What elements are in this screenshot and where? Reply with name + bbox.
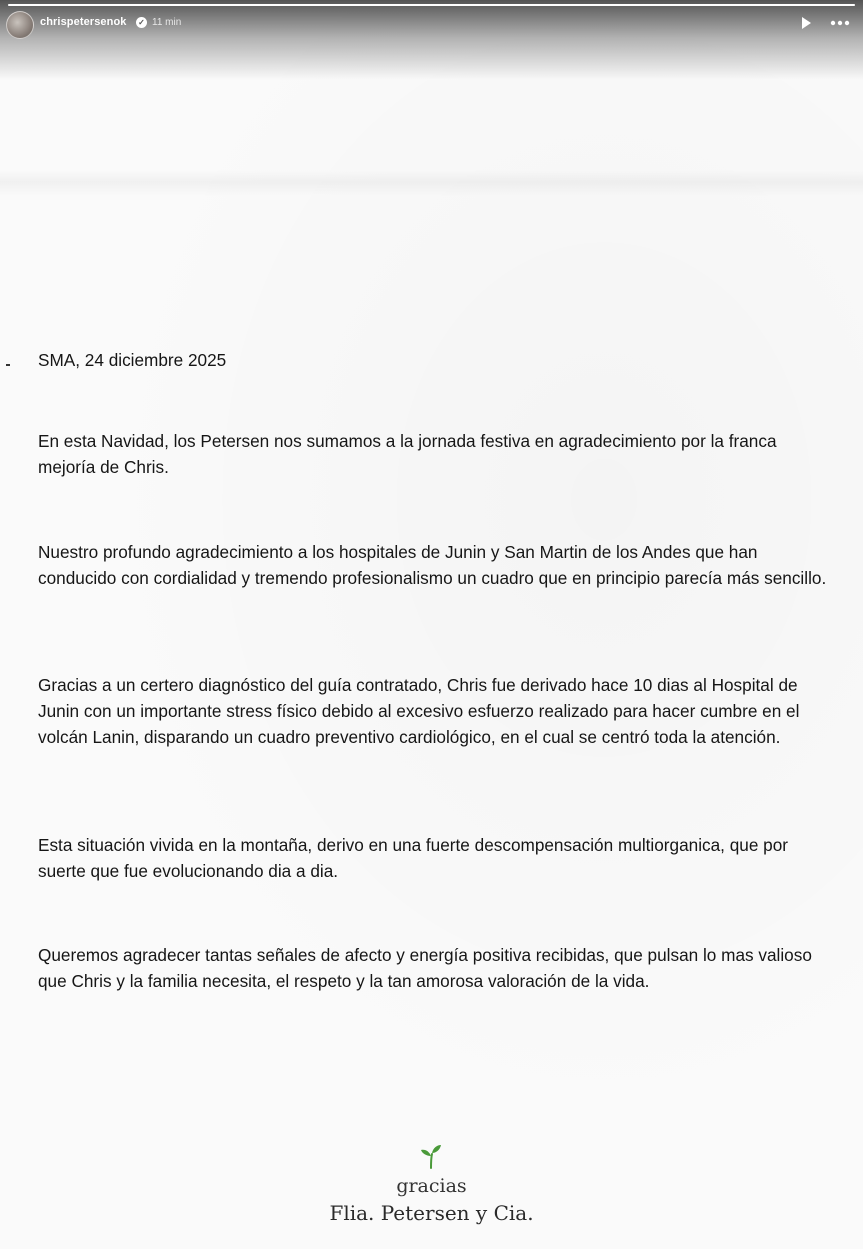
play-button[interactable]	[796, 13, 816, 33]
story-header	[0, 0, 863, 80]
letter-paragraph-4	[38, 832, 828, 884]
letter-paragraph-2	[38, 539, 828, 591]
dateline-text: SMA, 24 diciembre 2025	[38, 350, 227, 370]
letter-dateline	[38, 347, 828, 373]
more-options-icon	[826, 13, 854, 33]
verified-badge-icon: ✓	[136, 17, 147, 28]
timestamp: 11 min	[152, 17, 182, 28]
sprout-icon	[419, 1143, 443, 1169]
paragraph-text: Gracias a un certero diagnóstico del guía contratado, Chris fue derivado hace 10 dias al Hospital de Junin con un importante stress físico debido al excesivo esfuerzo realizado para hacer cumbre en el volcán Lanin, disparando un cuadro preventivo cardiológico, en el cual se centró toda la atención.	[38, 675, 800, 747]
username[interactable]: chrispetersenok	[40, 16, 127, 28]
sprout-svg	[419, 1143, 443, 1169]
paragraph-text: Nuestro profundo agradecimiento a los hospitales de Junin y San Martin de los Andes que han conducido con cordialidad y tremendo profesionalismo un cuadro que en principio parecía más sencillo.	[38, 542, 827, 588]
story-progress-bar	[8, 4, 855, 6]
paragraph-text: Queremos agradecer tantas señales de afecto y energía positiva recibidas, que pulsan lo mas valioso que Chris y la familia necesita, el respeto y la tan amorosa valoración de la vida.	[38, 945, 812, 991]
stray-mark	[6, 364, 10, 366]
signature: Flia. Petersen y Cia.	[329, 1201, 534, 1225]
avatar[interactable]	[6, 11, 34, 39]
closing-word: gracias	[396, 1175, 467, 1197]
play-icon	[796, 13, 816, 33]
story-progress-fill	[8, 4, 855, 6]
letter-paragraph-3	[38, 672, 828, 750]
paragraph-text: En esta Navidad, los Petersen nos sumamos a la jornada festiva en agradecimiento por la franca mejoría de Chris.	[38, 431, 777, 477]
more-options-button[interactable]	[826, 13, 854, 33]
letter-paragraph-1	[38, 428, 828, 480]
paragraph-text: Esta situación vivida en la montaña, derivo en una fuerte descompensación multiorganica, que por suerte que fue evolucionando dia a dia.	[38, 835, 789, 881]
letter-paragraph-5	[38, 942, 828, 994]
